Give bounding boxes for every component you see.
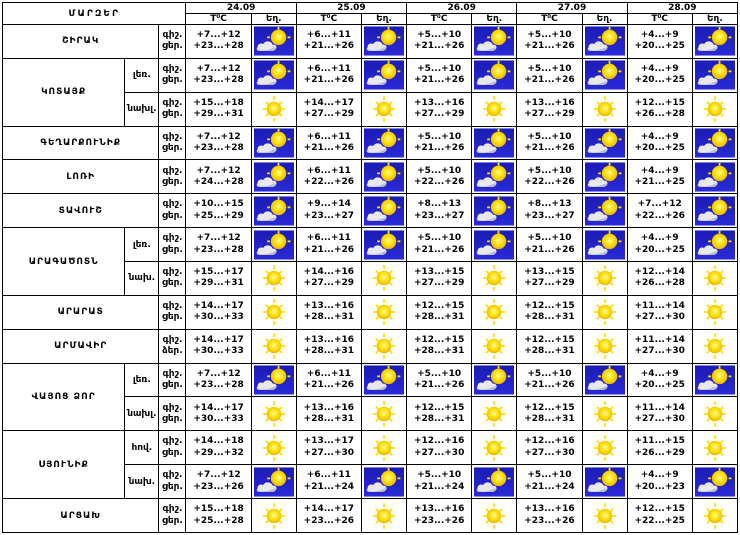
time-labels-4: գիշ. ցեր. [159,160,186,194]
weather-icon-cell-11-3 [582,397,627,431]
temp-2-4: +12...+15 +26...+28 [627,92,692,126]
sun-icon [474,331,514,361]
sun-behind-cloud-icon [254,467,294,497]
table-row [3,295,738,329]
sun-icon [695,263,735,293]
time-labels-11: գիշ. ցեր. [159,397,186,431]
weather-icon-cell-12-2 [472,431,517,465]
temp-9-4: +11...+14 +27...+30 [627,329,692,363]
table-row [3,329,738,363]
header-region-title: ՄԱՐԶԵՐ [3,3,186,25]
table-row [3,431,738,465]
sun-behind-cloud-icon [585,128,625,158]
weather-icon-cell-6-3 [582,228,627,262]
sun-behind-cloud-icon [254,128,294,158]
weather-icon-cell-3-4 [692,126,737,160]
region-subzone-10: լեռ. [125,363,159,397]
table-row [3,499,738,533]
temp-11-1: +13...+16 +28...+31 [296,397,361,431]
weather-icon-cell-11-4 [692,397,737,431]
weather-icon-cell-5-1 [361,194,406,228]
time-labels-2: գիշ. ցեր. [159,92,186,126]
temp-0-0: +7...+12 +23...+28 [186,25,251,59]
weather-icon-cell-2-1 [361,92,406,126]
temp-9-0: +14...+17 +30...+33 [186,329,251,363]
sun-behind-cloud-icon [364,60,404,90]
sun-icon [254,433,294,463]
sun-behind-cloud-icon [585,162,625,192]
sun-icon [585,331,625,361]
weather-icon-cell-12-3 [582,431,627,465]
weather-icon-cell-13-1 [361,465,406,499]
sun-behind-cloud-icon [254,162,294,192]
weather-icon-cell-12-1 [361,431,406,465]
sun-icon [474,263,514,293]
temp-0-3: +5...+10 +21...+26 [517,25,582,59]
header-precip-4: Եղ. [692,14,737,25]
weather-icon-cell-2-3 [582,92,627,126]
weather-icon-cell-1-4 [692,58,737,92]
header-precip-3: Եղ. [582,14,627,25]
temp-11-4: +11...+14 +27...+30 [627,397,692,431]
temp-8-4: +11...+14 +27...+30 [627,295,692,329]
region-subzone-13: նախ. [125,465,159,499]
sun-icon [695,297,735,327]
temp-5-1: +9...+14 +23...+27 [296,194,361,228]
sun-behind-cloud-icon [695,162,735,192]
sun-icon [474,399,514,429]
temp-13-1: +6...+11 +21...+24 [296,465,361,499]
weather-icon-cell-14-2 [472,499,517,533]
sun-behind-cloud-icon [695,467,735,497]
weather-icon-cell-5-4 [692,194,737,228]
header-date-2: 26.09 [407,3,517,14]
sun-icon [474,433,514,463]
time-labels-13: գիշ. ցեր. [159,465,186,499]
temp-4-1: +6...+11 +22...+26 [296,160,361,194]
temp-1-4: +4...+9 +20...+25 [627,58,692,92]
weather-icon-cell-13-3 [582,465,627,499]
header-temp-1: T⁰C [296,14,361,25]
temp-9-3: +12...+15 +28...+31 [517,329,582,363]
table-row [3,363,738,397]
sun-icon [585,297,625,327]
temp-13-2: +5...+10 +21...+24 [407,465,472,499]
temp-4-3: +5...+10 +22...+26 [517,160,582,194]
weather-icon-cell-8-4 [692,295,737,329]
sun-icon [585,501,625,531]
temp-9-2: +12...+15 +28...+31 [407,329,472,363]
sun-icon [364,331,404,361]
temp-10-1: +6...+11 +21...+26 [296,363,361,397]
region-subzone-1: լեռ. [125,58,159,92]
region-subzone-11: նախլ. [125,397,159,431]
weather-icon-cell-10-1 [361,363,406,397]
time-labels-8: գիշ. ցեր. [159,295,186,329]
sun-icon [254,297,294,327]
temp-12-1: +13...+17 +27...+30 [296,431,361,465]
sun-behind-cloud-icon [254,196,294,226]
sun-behind-cloud-icon [585,60,625,90]
weather-icon-cell-4-3 [582,160,627,194]
header-precip-0: Եղ. [251,14,296,25]
weather-icon-cell-8-3 [582,295,627,329]
sun-behind-cloud-icon [364,128,404,158]
weather-icon-cell-3-0 [251,126,296,160]
weather-icon-cell-10-2 [472,363,517,397]
sun-behind-cloud-icon [474,60,514,90]
region-name-14: ԱՐՑԱԽ [3,499,159,533]
weather-icon-cell-4-2 [472,160,517,194]
temp-7-4: +12...+14 +26...+28 [627,262,692,296]
time-labels-0: գիշ. ցեր. [159,25,186,59]
sun-icon [364,501,404,531]
weather-icon-cell-14-1 [361,499,406,533]
header-date-4: 28.09 [627,3,737,14]
table-row [3,126,738,160]
region-subzone-2: նախլ. [125,92,159,126]
weather-icon-cell-5-0 [251,194,296,228]
sun-behind-cloud-icon [585,230,625,260]
weather-icon-cell-2-4 [692,92,737,126]
temp-3-1: +6...+11 +21...+26 [296,126,361,160]
weather-icon-cell-4-4 [692,160,737,194]
sun-icon [254,263,294,293]
region-name-6: ԱՐԱԳԱԾՈՏՆ [3,228,125,296]
sun-icon [695,399,735,429]
weather-icon-cell-11-0 [251,397,296,431]
weather-icon-cell-2-2 [472,92,517,126]
temp-4-2: +5...+10 +22...+26 [407,160,472,194]
weather-icon-cell-5-3 [582,194,627,228]
table-row [3,160,738,194]
region-name-10: ՎԱՅՈՑ ՁՈՐ [3,363,125,431]
sun-icon [585,433,625,463]
sun-icon [695,433,735,463]
temp-10-2: +5...+10 +21...+26 [407,363,472,397]
sun-icon [695,331,735,361]
header-temp-3: T⁰C [517,14,582,25]
sun-behind-cloud-icon [364,196,404,226]
header-precip-2: Եղ. [472,14,517,25]
weather-icon-cell-2-0 [251,92,296,126]
region-name-9: ԱՐՄԱՎԻՐ [3,329,159,363]
header-date-3: 27.09 [517,3,627,14]
weather-icon-cell-13-4 [692,465,737,499]
region-name-8: ԱՐԱՐԱՏ [3,295,159,329]
table-header [3,3,738,25]
temp-14-4: +12...+15 +22...+25 [627,499,692,533]
header-row-dates [3,3,738,14]
temp-2-3: +13...+16 +27...+29 [517,92,582,126]
weather-icon-cell-8-2 [472,295,517,329]
weather-icon-cell-8-1 [361,295,406,329]
sun-behind-cloud-icon [364,162,404,192]
temp-6-3: +5...+10 +21...+26 [517,228,582,262]
sun-icon [364,399,404,429]
weather-icon-cell-4-1 [361,160,406,194]
region-name-3: ԳԵՂԱՐՔՈՒՆԻՔ [3,126,159,160]
temp-3-3: +5...+10 +21...+26 [517,126,582,160]
temp-0-2: +5...+10 +21...+26 [407,25,472,59]
sun-icon [254,399,294,429]
temp-14-3: +13...+16 +23...+26 [517,499,582,533]
temp-4-4: +4...+9 +21...+25 [627,160,692,194]
weather-icon-cell-7-1 [361,262,406,296]
temp-14-0: +15...+18 +25...+28 [186,499,251,533]
time-labels-3: գիշ. ցեր. [159,126,186,160]
sun-behind-cloud-icon [585,26,625,56]
sun-icon [585,94,625,124]
temp-8-3: +12...+15 +28...+31 [517,295,582,329]
sun-behind-cloud-icon [474,196,514,226]
sun-icon [585,263,625,293]
time-labels-10: գիշ. ցեր. [159,363,186,397]
temp-1-3: +5...+10 +21...+26 [517,58,582,92]
temp-12-4: +11...+15 +26...+29 [627,431,692,465]
temp-9-1: +13...+16 +28...+31 [296,329,361,363]
temp-6-4: +4...+9 +20...+25 [627,228,692,262]
weather-icon-cell-6-1 [361,228,406,262]
weather-icon-cell-11-2 [472,397,517,431]
header-date-0: 24.09 [186,3,296,14]
sun-behind-cloud-icon [364,230,404,260]
temp-6-1: +6...+11 +21...+26 [296,228,361,262]
weather-icon-cell-10-0 [251,363,296,397]
temp-2-2: +13...+16 +27...+29 [407,92,472,126]
sun-behind-cloud-icon [254,26,294,56]
temp-1-1: +6...+11 +21...+26 [296,58,361,92]
table-row [3,228,738,262]
time-labels-6: գիշ. ցեր. [159,228,186,262]
temp-5-4: +7...+12 +22...+26 [627,194,692,228]
temp-10-4: +4...+9 +20...+25 [627,363,692,397]
temp-0-4: +4...+9 +20...+25 [627,25,692,59]
temp-8-0: +14...+17 +30...+33 [186,295,251,329]
weather-icon-cell-7-0 [251,262,296,296]
weather-icon-cell-5-2 [472,194,517,228]
temp-3-2: +5...+10 +21...+26 [407,126,472,160]
weather-icon-cell-0-2 [472,25,517,59]
temp-1-0: +7...+12 +23...+28 [186,58,251,92]
temp-3-0: +7...+12 +23...+28 [186,126,251,160]
sun-behind-cloud-icon [474,128,514,158]
sun-behind-cloud-icon [364,467,404,497]
region-name-5: ՏԱՎՈՒՇ [3,194,159,228]
header-precip-1: Եղ. [361,14,406,25]
weather-icon-cell-11-1 [361,397,406,431]
temp-2-1: +14...+17 +27...+29 [296,92,361,126]
region-subzone-12: հով. [125,431,159,465]
weather-icon-cell-9-0 [251,329,296,363]
temp-13-4: +4...+9 +20...+23 [627,465,692,499]
temp-3-4: +4...+9 +20...+25 [627,126,692,160]
sun-behind-cloud-icon [364,365,404,395]
table-row [3,194,738,228]
temp-1-2: +5...+10 +21...+26 [407,58,472,92]
weather-icon-cell-13-0 [251,465,296,499]
weather-icon-cell-1-0 [251,58,296,92]
time-labels-12: գիշ. ցեր. [159,431,186,465]
sun-icon [585,399,625,429]
weather-icon-cell-6-2 [472,228,517,262]
sun-behind-cloud-icon [585,467,625,497]
sun-behind-cloud-icon [695,60,735,90]
weather-icon-cell-13-2 [472,465,517,499]
temp-8-1: +13...+16 +28...+31 [296,295,361,329]
temp-0-1: +6...+11 +21...+26 [296,25,361,59]
temp-11-2: +12...+15 +28...+31 [407,397,472,431]
temp-14-2: +13...+16 +23...+26 [407,499,472,533]
temp-4-0: +7...+12 +24...+28 [186,160,251,194]
time-labels-7: գիշ. ցեր. [159,262,186,296]
sun-behind-cloud-icon [474,365,514,395]
table-body [3,25,738,533]
sun-behind-cloud-icon [585,196,625,226]
table-row [3,25,738,59]
weather-icon-cell-14-0 [251,499,296,533]
weather-icon-cell-1-2 [472,58,517,92]
weather-icon-cell-0-0 [251,25,296,59]
sun-behind-cloud-icon [695,26,735,56]
time-labels-5: գիշ. ցեր. [159,194,186,228]
temp-10-3: +5...+10 +21...+26 [517,363,582,397]
temp-12-3: +12...+16 +27...+30 [517,431,582,465]
region-name-1: ԿՈՏԱՅՔ [3,58,125,126]
sun-behind-cloud-icon [695,196,735,226]
sun-behind-cloud-icon [474,26,514,56]
sun-icon [364,263,404,293]
sun-icon [254,331,294,361]
temp-7-1: +14...+16 +27...+29 [296,262,361,296]
weather-icon-cell-6-0 [251,228,296,262]
weather-icon-cell-7-2 [472,262,517,296]
weather-icon-cell-9-2 [472,329,517,363]
temp-8-2: +12...+15 +28...+31 [407,295,472,329]
header-date-1: 25.09 [296,3,406,14]
sun-behind-cloud-icon [695,365,735,395]
header-temp-2: T⁰C [407,14,472,25]
table-row [3,58,738,92]
header-temp-4: T⁰C [627,14,692,25]
sun-icon [474,501,514,531]
weather-icon-cell-1-1 [361,58,406,92]
weather-icon-cell-3-1 [361,126,406,160]
sun-icon [254,94,294,124]
temp-5-3: +8...+13 +23...+27 [517,194,582,228]
weather-icon-cell-6-4 [692,228,737,262]
temp-7-3: +13...+15 +27...+29 [517,262,582,296]
weather-icon-cell-0-4 [692,25,737,59]
weather-icon-cell-12-4 [692,431,737,465]
region-subzone-6: լեռ. [125,228,159,262]
temp-14-1: +14...+17 +23...+26 [296,499,361,533]
weather-icon-cell-1-3 [582,58,627,92]
sun-icon [474,94,514,124]
temp-10-0: +7...+12 +23...+28 [186,363,251,397]
weather-icon-cell-8-0 [251,295,296,329]
weather-icon-cell-4-0 [251,160,296,194]
weather-icon-cell-10-3 [582,363,627,397]
time-labels-1: գիշ. ցեր. [159,58,186,92]
temp-7-2: +13...+15 +27...+29 [407,262,472,296]
sun-behind-cloud-icon [474,230,514,260]
weather-icon-cell-7-4 [692,262,737,296]
temp-7-0: +15...+17 +29...+31 [186,262,251,296]
sun-behind-cloud-icon [474,467,514,497]
sun-behind-cloud-icon [364,26,404,56]
temp-12-2: +12...+16 +27...+30 [407,431,472,465]
weather-icon-cell-12-0 [251,431,296,465]
header-temp-0: T⁰C [186,14,251,25]
temp-5-0: +10...+15 +25...+29 [186,194,251,228]
sun-icon [695,501,735,531]
weather-icon-cell-14-3 [582,499,627,533]
weather-icon-cell-0-1 [361,25,406,59]
time-labels-9: գիշ. ձեր. [159,329,186,363]
sun-behind-cloud-icon [695,128,735,158]
weather-icon-cell-14-4 [692,499,737,533]
temp-13-0: +7...+12 +23...+26 [186,465,251,499]
sun-behind-cloud-icon [254,60,294,90]
weather-icon-cell-9-3 [582,329,627,363]
time-labels-14: գիշ. ցեր. [159,499,186,533]
temp-5-2: +8...+13 +23...+27 [407,194,472,228]
region-name-0: ՇԻՐԱԿ [3,25,159,59]
weather-forecast-table [2,2,738,533]
weather-icon-cell-3-3 [582,126,627,160]
temp-6-2: +5...+10 +21...+26 [407,228,472,262]
sun-icon [474,297,514,327]
temp-11-3: +12...+15 +28...+31 [517,397,582,431]
sun-icon [364,297,404,327]
region-name-4: ԼՈՌԻ [3,160,159,194]
sun-behind-cloud-icon [695,230,735,260]
temp-13-3: +5...+10 +21...+24 [517,465,582,499]
temp-6-0: +7...+12 +23...+28 [186,228,251,262]
weather-icon-cell-9-1 [361,329,406,363]
region-subzone-7: նախ. [125,262,159,296]
weather-icon-cell-10-4 [692,363,737,397]
sun-behind-cloud-icon [254,230,294,260]
sun-icon [364,94,404,124]
sun-behind-cloud-icon [474,162,514,192]
sun-icon [364,433,404,463]
sun-behind-cloud-icon [254,365,294,395]
weather-icon-cell-3-2 [472,126,517,160]
temp-11-0: +14...+17 +30...+33 [186,397,251,431]
temp-2-0: +15...+18 +29...+31 [186,92,251,126]
sun-behind-cloud-icon [585,365,625,395]
weather-icon-cell-9-4 [692,329,737,363]
weather-icon-cell-0-3 [582,25,627,59]
sun-icon [254,501,294,531]
weather-icon-cell-7-3 [582,262,627,296]
temp-12-0: +14...+18 +29...+32 [186,431,251,465]
region-name-12: ՍՅՈՒՆԻՔ [3,431,125,499]
sun-icon [695,94,735,124]
